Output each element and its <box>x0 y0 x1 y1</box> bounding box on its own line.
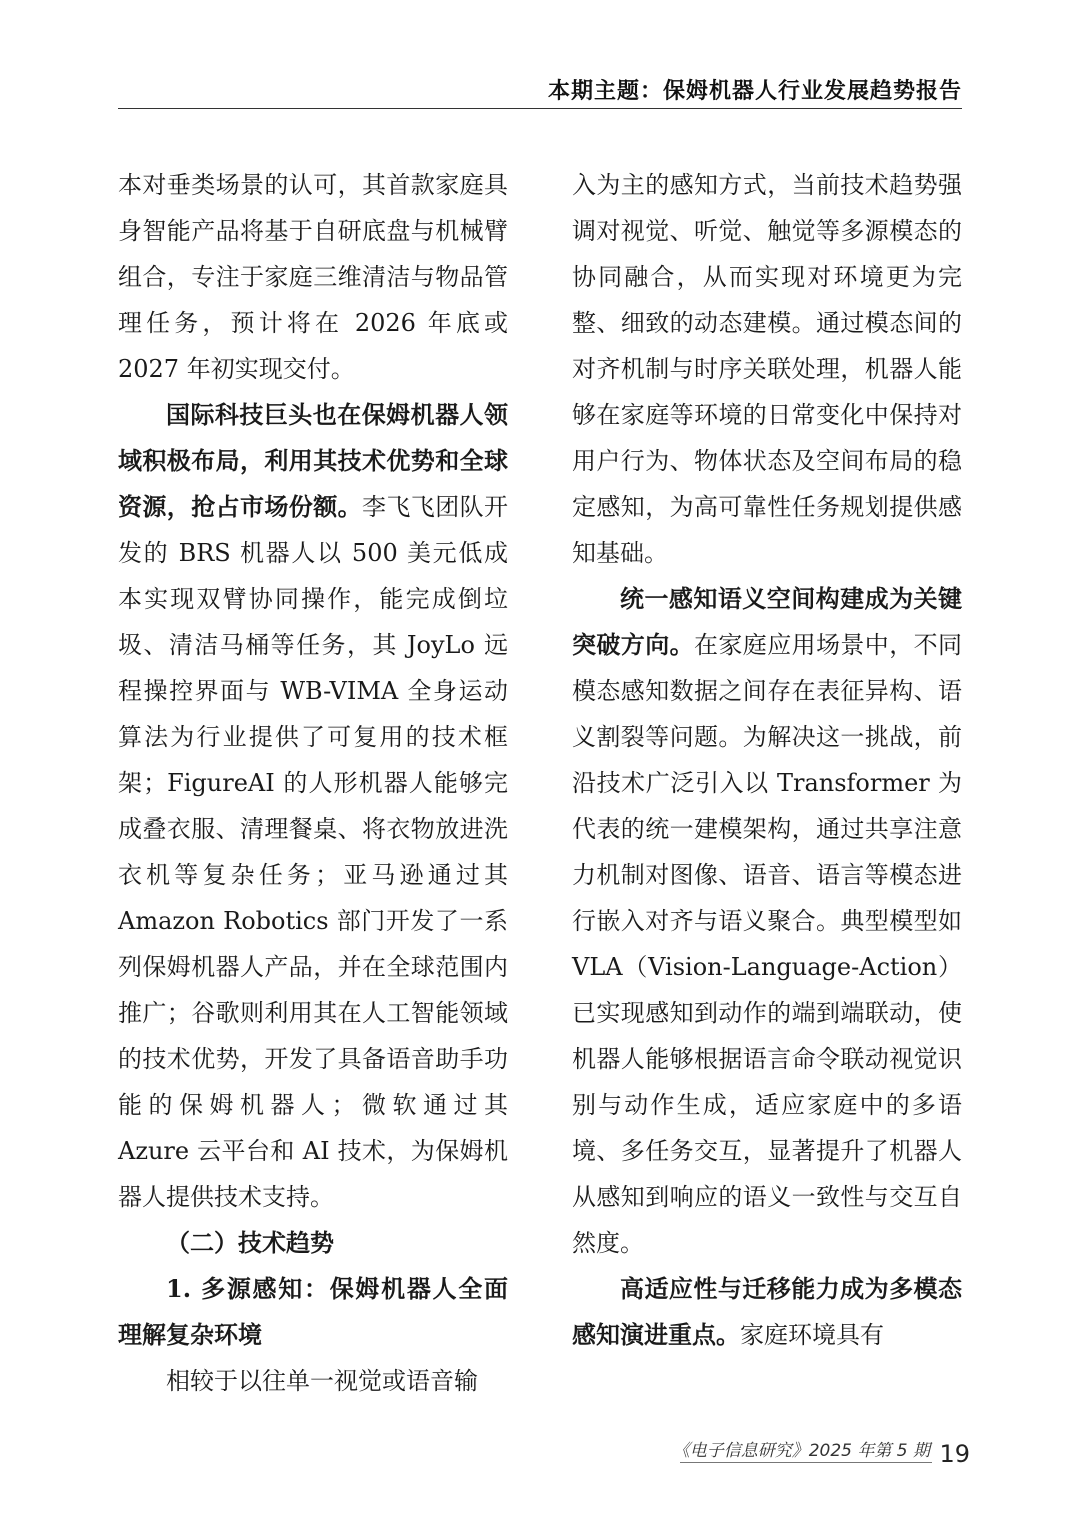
left-column <box>118 162 508 1404</box>
left-paragraph-2-lead: 国际科技巨头也在保姆机器人领域积极布局，利用其技术优势和全球资源，抢占市场份额。 <box>118 400 508 521</box>
page-number: 19 <box>939 1440 970 1468</box>
right-paragraph-2 <box>572 576 962 1266</box>
right-paragraph-3-body: 家庭环境具有 <box>740 1321 884 1349</box>
right-paragraph-2-body: 在家庭应用场景中，不同模态感知数据之间存在表征异构、语义割裂等问题。为解决这一挑战，前沿技术广泛引入以 Transformer 为代表的统一建模架构，通过共享注意力机制对图像、语音、语言等模态进行嵌入对齐与语义聚合。典型模型如 VLA（Vision-Language-Action）已实现感知到动作的端到端联动，使机器人能够根据语言命令联动视觉识别与动作生成，适应家庭中的多语境、多任务交互，显著提升了机器人从感知到响应的语义一致性与交互自然度。 <box>572 631 962 1257</box>
left-paragraph-2-body: 李飞飞团队开发的 BRS 机器人以 500 美元低成本实现双臂协同操作，能完成倒垃圾、清洁马桶等任务，其 JoyLo 远程操控界面与 WB-VIMA 全身运动算法为行业提供了可复用的技术框架；FigureAI 的人形机器人能够完成叠衣服、清理餐桌、将衣物放进洗衣机等复杂任务；亚马逊通过其 Amazon Robotics 部门开发了一系列保姆机器人产品，并在全球范围内推广；谷歌则利用其在人工智能领域的技术优势，开发了具备语音助手功能的保姆机器人；微软通过其 Azure 云平台和 AI 技术，为保姆机器人提供技术支持。 <box>118 493 508 1211</box>
section-heading: （二）技术趋势 <box>166 1228 334 1257</box>
footer-journal-name: 《电子信息研究》2025 年第 5 期 <box>672 1441 930 1461</box>
right-paragraph-3-lead: 高适应性与迁移能力成为多模态感知演进重点。 <box>572 1274 962 1349</box>
right-column <box>572 162 962 1358</box>
running-header-title: 本期主题：保姆机器人行业发展趋势报告 <box>547 79 962 104</box>
left-paragraph-2 <box>118 392 508 1220</box>
footer-divider <box>680 1462 932 1463</box>
right-paragraph-3 <box>572 1266 962 1358</box>
left-paragraph-1: 本对垂类场景的认可，其首款家庭具身智能产品将基于自研底盘与机械臂组合，专注于家庭三维清洁与物品管理任务，预计将在 2026 年底或 2027 年初实现交付。 <box>118 171 508 383</box>
right-paragraph-2-lead: 统一感知语义空间构建成为关键突破方向。 <box>572 584 962 659</box>
right-paragraph-1: 入为主的感知方式，当前技术趋势强调对视觉、听觉、触觉等多源模态的协同融合，从而实现对环境更为完整、细致的动态建模。通过模态间的对齐机制与时序关联处理，机器人能够在家庭等环境的日常变化中保持对用户行为、物体状态及空间布局的稳定感知，为高可靠性任务规划提供感知基础。 <box>572 171 962 567</box>
left-paragraph-3: 相较于以往单一视觉或语音输 <box>166 1367 478 1395</box>
subsection-heading: 1. 多源感知：保姆机器人全面理解复杂环境 <box>118 1274 508 1349</box>
header-divider <box>118 108 962 109</box>
